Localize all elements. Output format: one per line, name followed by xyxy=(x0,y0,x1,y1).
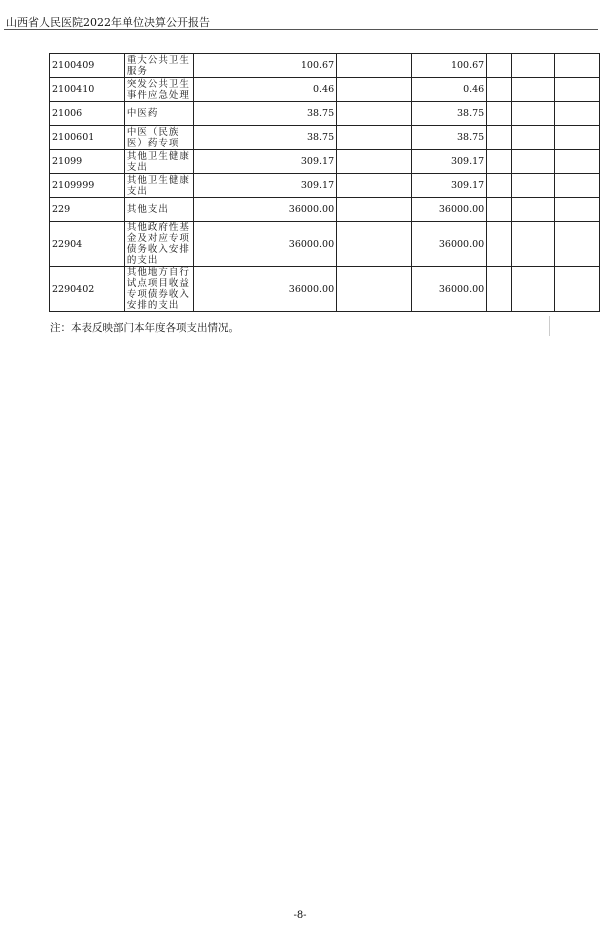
row-col-e-cell xyxy=(511,102,554,126)
row-code-cell: 2109999 xyxy=(50,174,125,198)
row-col-d-cell xyxy=(487,174,512,198)
row-total-cell: 36000.00 xyxy=(193,222,336,267)
row-total-cell: 309.17 xyxy=(193,150,336,174)
row-col-e-cell xyxy=(511,267,554,312)
row-col-d-cell xyxy=(487,222,512,267)
row-col-c-cell: 309.17 xyxy=(412,174,487,198)
table-note: 注：本表反映部门本年度各项支出情况。 xyxy=(50,322,239,334)
row-code-cell: 2290402 xyxy=(50,267,125,312)
row-col-f-cell xyxy=(554,78,599,102)
table-row xyxy=(50,150,600,174)
row-col-d-cell xyxy=(487,150,512,174)
row-col-e-cell xyxy=(511,78,554,102)
row-total-cell: 0.46 xyxy=(193,78,336,102)
row-col-c-cell: 309.17 xyxy=(412,150,487,174)
row-code-cell: 2100601 xyxy=(50,126,125,150)
row-code-cell: 21006 xyxy=(50,102,125,126)
row-name-cell: 突发公共卫生事件应急处理 xyxy=(124,78,193,102)
row-col-d-cell xyxy=(487,102,512,126)
row-col-f-cell xyxy=(554,267,599,312)
row-col-b-cell xyxy=(337,198,412,222)
row-col-e-cell xyxy=(511,126,554,150)
row-total-cell: 36000.00 xyxy=(193,198,336,222)
table-row xyxy=(50,174,600,198)
row-code-cell: 21099 xyxy=(50,150,125,174)
row-name-cell: 其他卫生健康支出 xyxy=(124,174,193,198)
table-row xyxy=(50,126,600,150)
row-col-b-cell xyxy=(337,102,412,126)
row-name-cell: 其他卫生健康支出 xyxy=(124,150,193,174)
expenditure-table xyxy=(49,53,600,312)
row-col-b-cell xyxy=(337,54,412,78)
row-col-f-cell xyxy=(554,174,599,198)
row-code-cell: 2100410 xyxy=(50,78,125,102)
row-col-c-cell: 0.46 xyxy=(412,78,487,102)
row-col-e-cell xyxy=(511,54,554,78)
row-col-c-cell: 36000.00 xyxy=(412,222,487,267)
row-code-cell: 22904 xyxy=(50,222,125,267)
header-divider xyxy=(4,29,598,30)
row-col-d-cell xyxy=(487,198,512,222)
row-col-d-cell xyxy=(487,54,512,78)
report-header-title: 山西省人民医院2022年单位决算公开报告 xyxy=(6,16,210,29)
table-row xyxy=(50,267,600,312)
row-col-d-cell xyxy=(487,126,512,150)
table-row xyxy=(50,198,600,222)
row-name-cell: 中医（民族医）药专项 xyxy=(124,126,193,150)
row-col-f-cell xyxy=(554,126,599,150)
table-row xyxy=(50,78,600,102)
row-col-f-cell xyxy=(554,150,599,174)
row-name-cell: 其他支出 xyxy=(124,198,193,222)
row-total-cell: 100.67 xyxy=(193,54,336,78)
row-total-cell: 309.17 xyxy=(193,174,336,198)
row-col-f-cell xyxy=(554,54,599,78)
row-col-c-cell: 38.75 xyxy=(412,102,487,126)
row-col-e-cell xyxy=(511,150,554,174)
row-col-c-cell: 38.75 xyxy=(412,126,487,150)
table-row xyxy=(50,102,600,126)
row-col-e-cell xyxy=(511,222,554,267)
row-col-c-cell: 36000.00 xyxy=(412,198,487,222)
row-col-f-cell xyxy=(554,222,599,267)
row-col-e-cell xyxy=(511,174,554,198)
row-col-f-cell xyxy=(554,102,599,126)
row-col-c-cell: 100.67 xyxy=(412,54,487,78)
row-total-cell: 38.75 xyxy=(193,102,336,126)
row-col-c-cell: 36000.00 xyxy=(412,267,487,312)
row-name-cell: 其他地方自行试点项目收益专项债券收入安排的支出 xyxy=(124,267,193,312)
row-col-d-cell xyxy=(487,267,512,312)
row-col-b-cell xyxy=(337,267,412,312)
table-edge-line xyxy=(549,316,550,336)
row-code-cell: 229 xyxy=(50,198,125,222)
row-total-cell: 36000.00 xyxy=(193,267,336,312)
page-number: -8- xyxy=(293,910,307,921)
table-row xyxy=(50,54,600,78)
row-col-b-cell xyxy=(337,126,412,150)
table-row xyxy=(50,222,600,267)
row-col-d-cell xyxy=(487,78,512,102)
table-body xyxy=(50,54,600,312)
row-name-cell: 其他政府性基金及对应专项债务收入安排的支出 xyxy=(124,222,193,267)
row-col-b-cell xyxy=(337,78,412,102)
row-col-b-cell xyxy=(337,222,412,267)
row-col-e-cell xyxy=(511,198,554,222)
row-col-b-cell xyxy=(337,150,412,174)
row-name-cell: 中医药 xyxy=(124,102,193,126)
row-col-f-cell xyxy=(554,198,599,222)
row-name-cell: 重大公共卫生服务 xyxy=(124,54,193,78)
row-code-cell: 2100409 xyxy=(50,54,125,78)
row-total-cell: 38.75 xyxy=(193,126,336,150)
row-col-b-cell xyxy=(337,174,412,198)
